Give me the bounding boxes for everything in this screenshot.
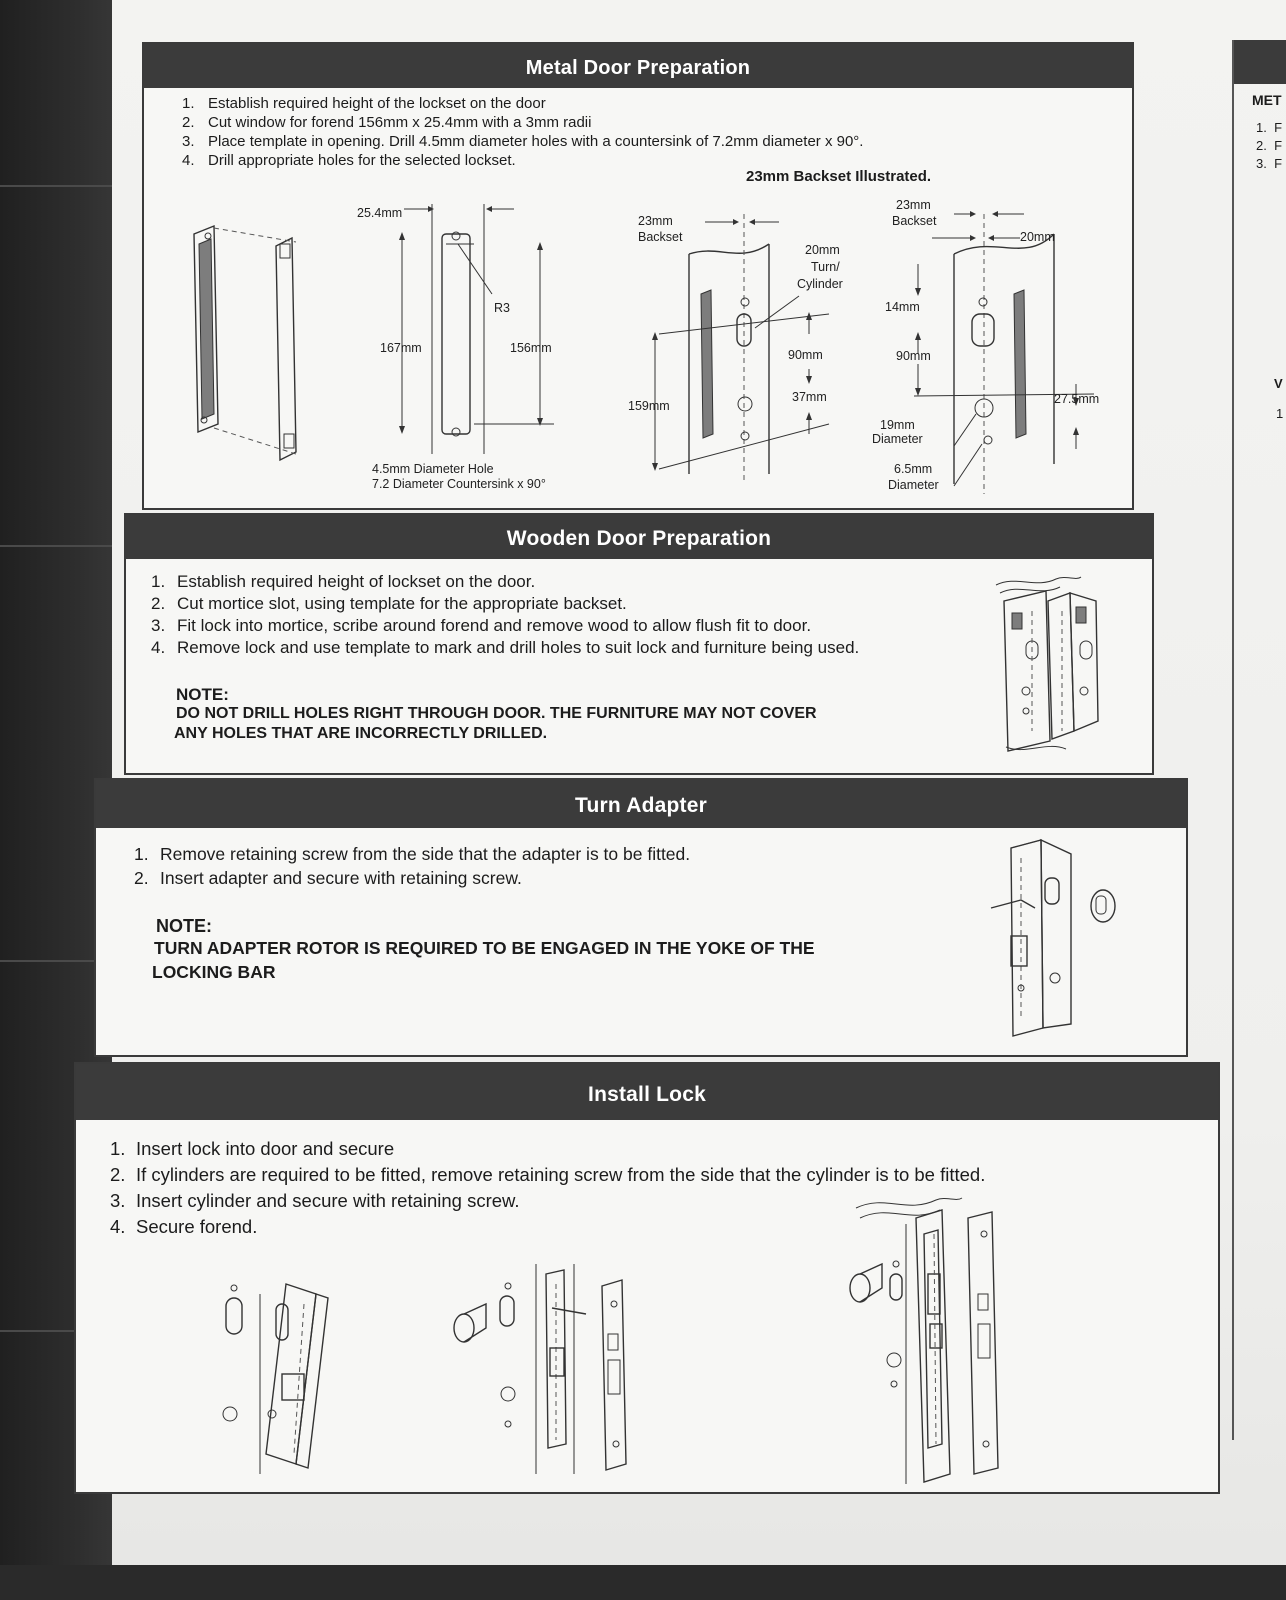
turn-adapter-illustration <box>991 838 1141 1038</box>
step-item: 2. Cut mortice slot, using template for the appropriate backset. <box>151 594 627 613</box>
install-illustration-3 <box>846 1194 1056 1484</box>
dim-65-label2: Diameter <box>888 478 939 492</box>
turn-adapter-steps <box>134 842 934 890</box>
backset-a-label2: Backset <box>638 230 683 244</box>
dim-radius-label: R3 <box>494 301 510 315</box>
metal-door-section <box>142 42 1134 510</box>
wooden-door-section <box>124 513 1154 775</box>
template-dimension-diagram <box>374 204 574 464</box>
wooden-note-line2: ANY HOLES THAT ARE INCORRECTLY DRILLED. <box>174 725 548 742</box>
adjacent-page-text: V <box>1274 376 1283 391</box>
step-item: 1. Establish required height of the lockset on the door <box>182 95 546 112</box>
wooden-note-line1: DO NOT DRILL HOLES RIGHT THROUGH DOOR. THE FURNITURE MAY NOT COVER <box>176 705 817 722</box>
dim-159-label: 159mm <box>628 399 670 413</box>
turn-note-line2: LOCKING BAR <box>152 962 276 982</box>
backset-b-label2: Backset <box>892 214 937 228</box>
wooden-door-title: Wooden Door Preparation <box>126 515 1152 559</box>
step-item: 3. Fit lock into mortice, scribe around forend and remove wood to allow flush fit to door. <box>151 616 812 635</box>
dim-height-167-label: 167mm <box>380 341 422 355</box>
backset-caption: 23mm Backset Illustrated. <box>746 168 932 185</box>
install-illustration-2 <box>446 1264 646 1474</box>
adjacent-page-edge <box>1232 40 1286 1440</box>
turn-adapter-title: Turn Adapter <box>96 780 1186 828</box>
wooden-door-steps <box>151 571 981 659</box>
forend-illustration <box>184 214 314 444</box>
dim-20-label: 20mm <box>1020 230 1055 244</box>
mortice-lock-illustration <box>986 571 1116 761</box>
step-item: 4. Secure forend. <box>110 1216 258 1237</box>
turn-label3: Cylinder <box>797 277 843 291</box>
backset-diagram-b <box>904 204 1124 494</box>
turn-note-line1: TURN ADAPTER ROTOR IS REQUIRED TO BE ENGAGED IN THE YOKE OF THE <box>154 938 815 958</box>
dim-height-156-label: 156mm <box>510 341 552 355</box>
hole-label-line2: 7.2 Diameter Countersink x 90° <box>372 477 546 491</box>
dim-19-label1: 19mm <box>880 418 915 432</box>
dim-90b-label: 90mm <box>896 349 931 363</box>
step-item: 2. Cut window for forend 156mm x 25.4mm with a 3mm radii <box>182 114 592 131</box>
step-item: 1. Insert lock into door and secure <box>110 1138 395 1159</box>
adjacent-page-item: 2. F <box>1256 138 1283 153</box>
turn-label1: 20mm <box>805 243 840 257</box>
install-lock-section <box>74 1062 1220 1494</box>
dim-65-label1: 6.5mm <box>894 462 933 476</box>
dim-90a-label: 90mm <box>788 348 823 362</box>
metal-door-title: Metal Door Preparation <box>144 44 1132 88</box>
adjacent-page-item: 1. F <box>1256 120 1283 135</box>
wooden-note-heading: NOTE: <box>176 685 229 704</box>
step-item: 4. Remove lock and use template to mark and drill holes to suit lock and furniture being used. <box>151 638 860 657</box>
turn-note-heading: NOTE: <box>156 916 212 936</box>
dim-37-label: 37mm <box>792 390 827 404</box>
backset-b-label1: 23mm <box>896 198 931 212</box>
step-item: 2. Insert adapter and secure with retaining screw. <box>134 868 522 888</box>
step-item: 4. Drill appropriate holes for the selected lockset. <box>182 152 516 169</box>
adjacent-page-text: 1 <box>1276 406 1284 421</box>
turn-label2: Turn/ <box>811 260 840 274</box>
hole-label-line1: 4.5mm Diameter Hole <box>372 462 494 476</box>
step-item: 2. If cylinders are required to be fitted, remove retaining screw from the side that the cylinder is to be fitted. <box>110 1164 986 1185</box>
step-item: 3. Place template in opening. Drill 4.5mm diameter holes with a countersink of 7.2mm diameter x 90°. <box>182 133 864 150</box>
metal-door-steps <box>182 94 1082 170</box>
dim-19-label2: Diameter <box>872 432 923 446</box>
step-item: 3. Insert cylinder and secure with retaining screw. <box>110 1190 520 1211</box>
step-item: 1. Establish required height of lockset on the door. <box>151 572 536 591</box>
background-floor <box>0 1565 1286 1600</box>
dim-width-label: 25.4mm <box>357 206 403 220</box>
install-lock-title: Install Lock <box>76 1064 1218 1120</box>
adjacent-page-heading: MET <box>1252 92 1282 108</box>
dim-275-label: 27.5mm <box>1054 392 1100 406</box>
backset-a-label1: 23mm <box>638 214 673 228</box>
dim-14-label: 14mm <box>885 300 920 314</box>
step-item: 1. Remove retaining screw from the side that the adapter is to be fitted. <box>134 844 691 864</box>
adjacent-page-item: 3. F <box>1256 156 1283 171</box>
install-illustration-1 <box>216 1274 376 1474</box>
turn-adapter-section <box>94 778 1188 1057</box>
